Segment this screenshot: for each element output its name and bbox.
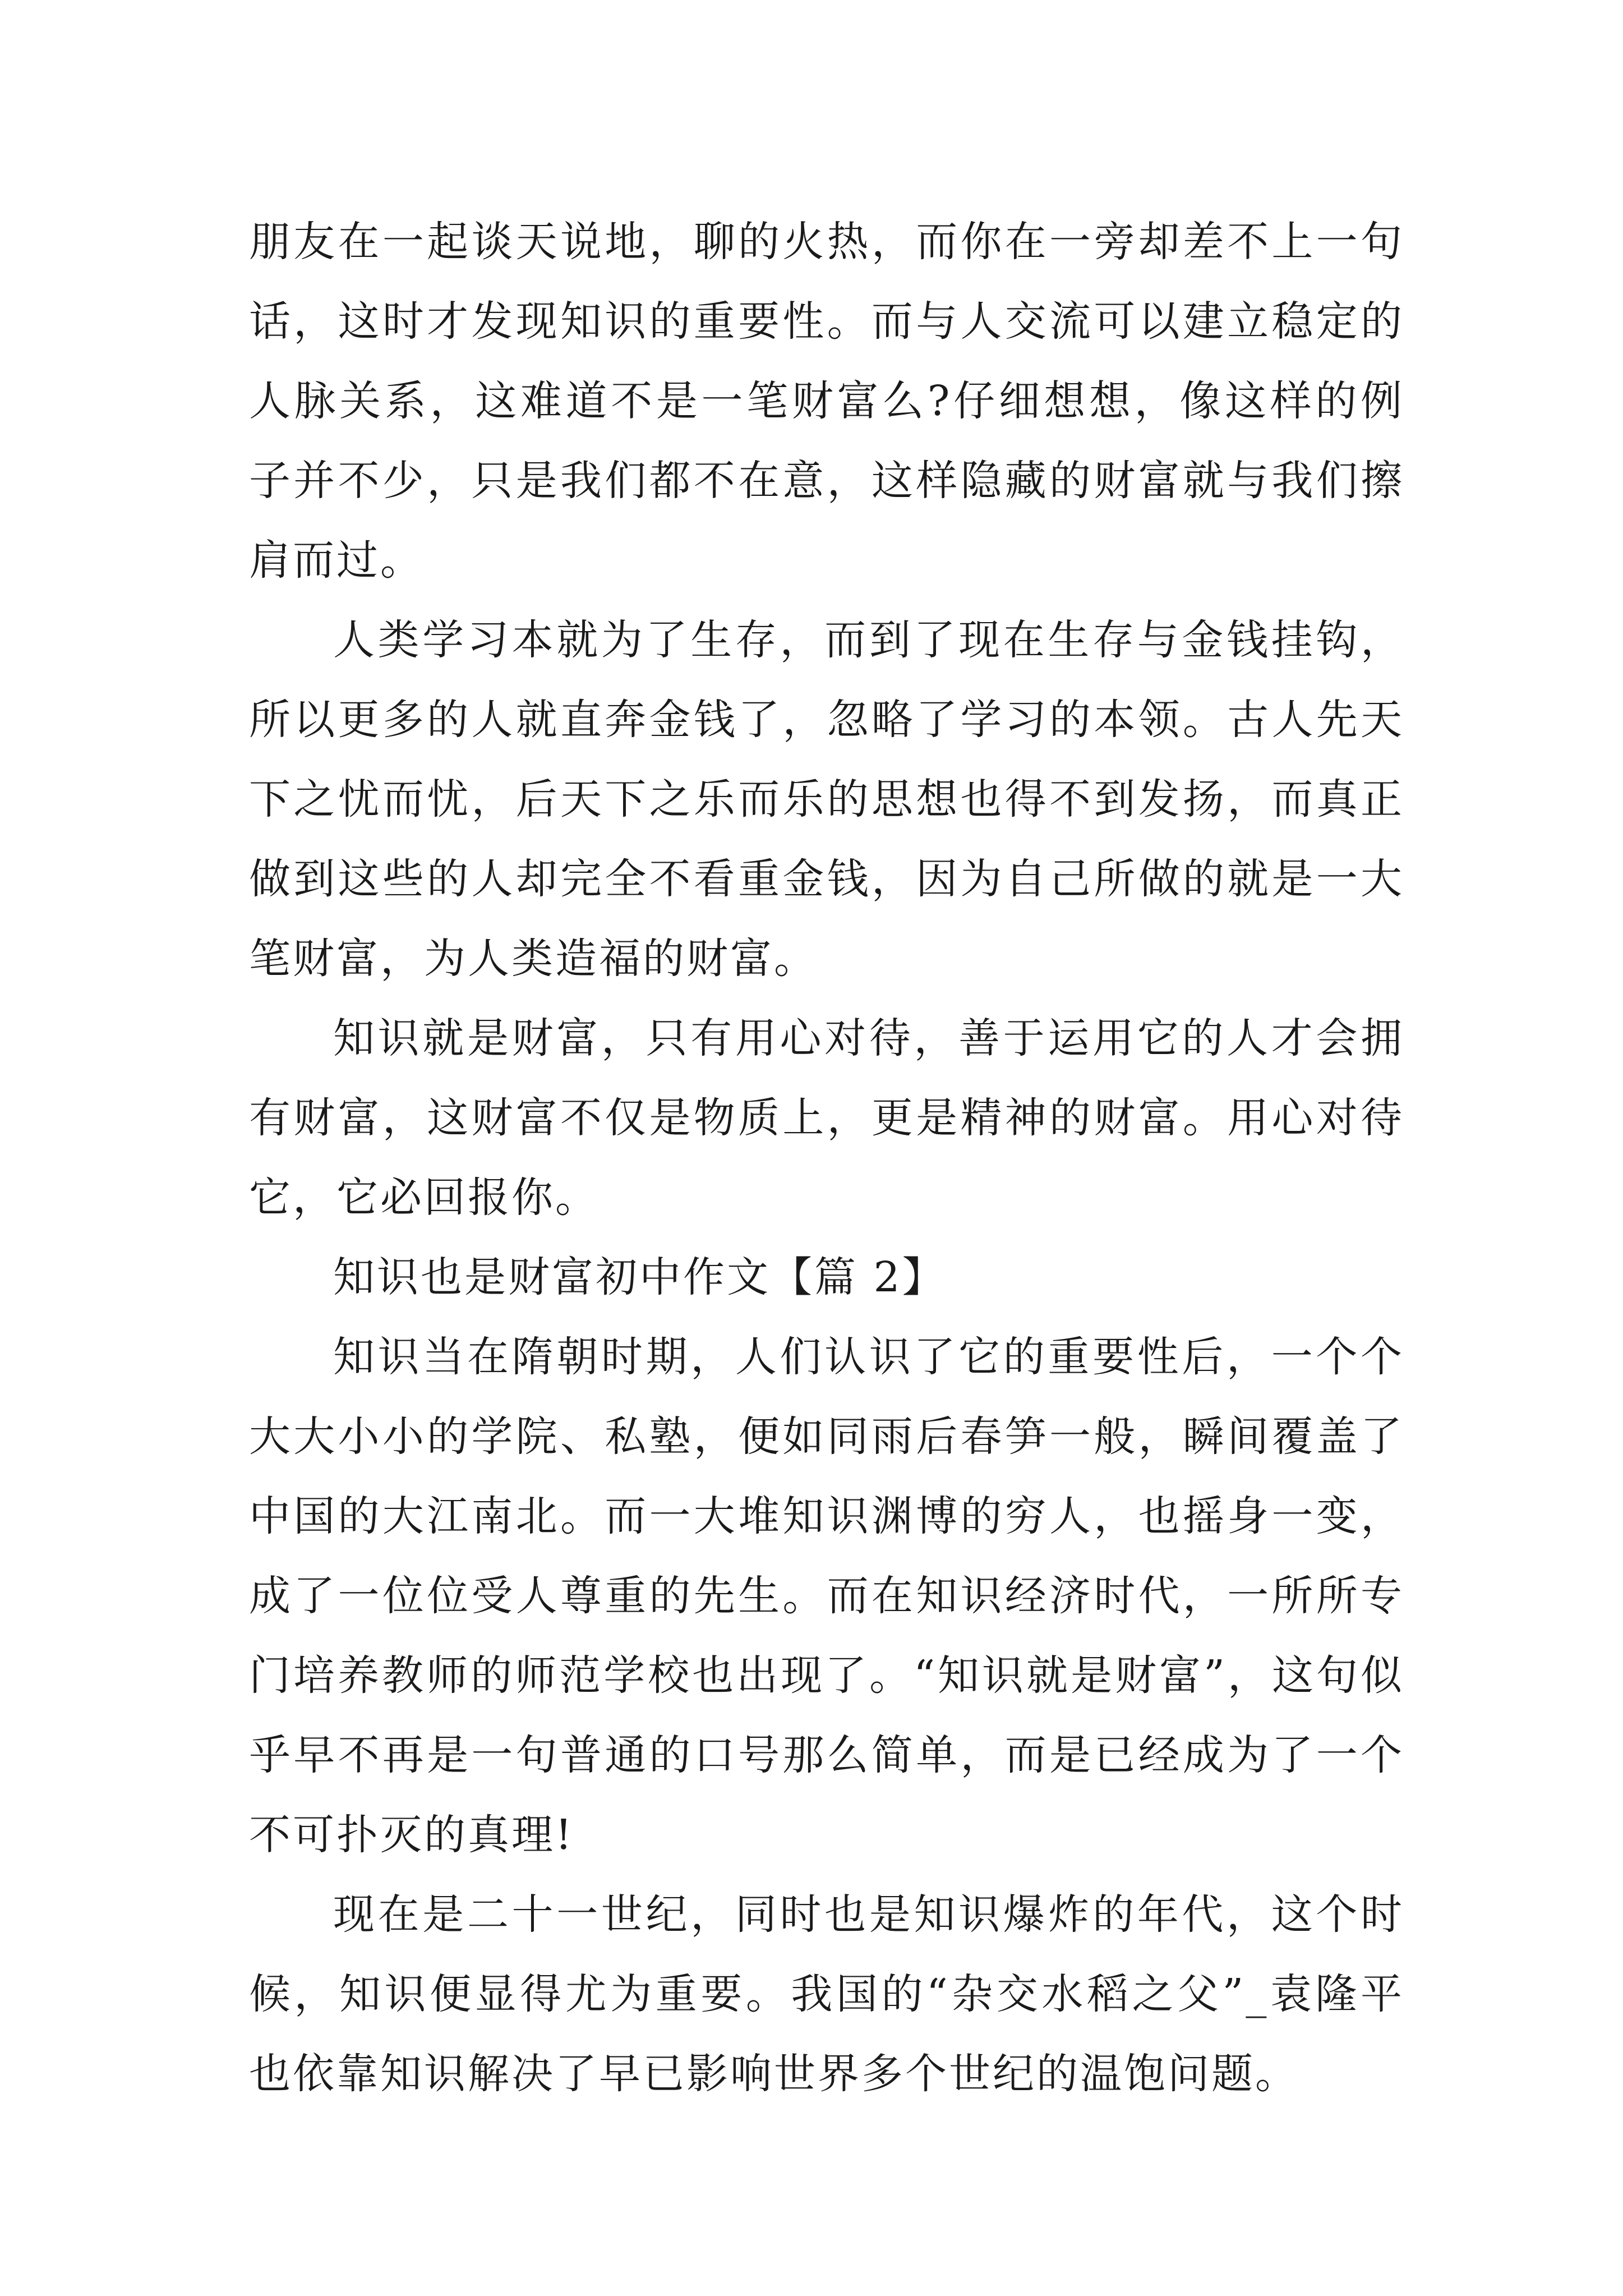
section-heading: 知识也是财富初中作文【篇 2】: [333, 1253, 946, 1301]
paragraph: 朋友在一起谈天说地，聊的火热，而你在一旁却差不上一句话，这时才发现知识的重要性。而与人交流可以建立稳定的人脉关系，这难道不是一笔财富么?仔细想想，像这样的例子并不少，只是我们都不在意，这样隐藏的财富就与我们擦肩而过。: [249, 218, 1404, 585]
paragraph: 现在是二十一世纪，同时也是知识爆炸的年代，这个时候，知识便显得尤为重要。我国的“杂交水稻之父”_袁隆平也依靠知识解决了早已影响世界多个世纪的温饱问题。: [249, 1890, 1404, 2098]
paragraph: 知识就是财富，只有用心对待，善于运用它的人才会拥有财富，这财富不仅是物质上，更是精神的财富。用心对待它，它必回报你。: [249, 1014, 1404, 1222]
paragraph: 知识当在隋朝时期，人们认识了它的重要性后，一个个大大小小的学院、私塾，便如同雨后春笋一般，瞬间覆盖了中国的大江南北。而一大堆知识渊博的穷人，也摇身一变，成了一位位受人尊重的先生。而在知识经济时代，一所所专门培养教师的师范学校也出现了。“知识就是财富”，这句似乎早不再是一句普通的口号那么简单，而是已经成为了一个不可扑灭的真理!: [249, 1333, 1404, 1859]
paragraph: 人类学习本就为了生存，而到了现在生存与金钱挂钩，所以更多的人就直奔金钱了，忽略了学习的本领。古人先天下之忧而忧，后天下之乐而乐的思想也得不到发扬，而真正做到这些的人却完全不看重金钱，因为自己所做的就是一大笔财富，为人类造福的财富。: [249, 616, 1404, 983]
document-body: [249, 202, 1404, 2114]
